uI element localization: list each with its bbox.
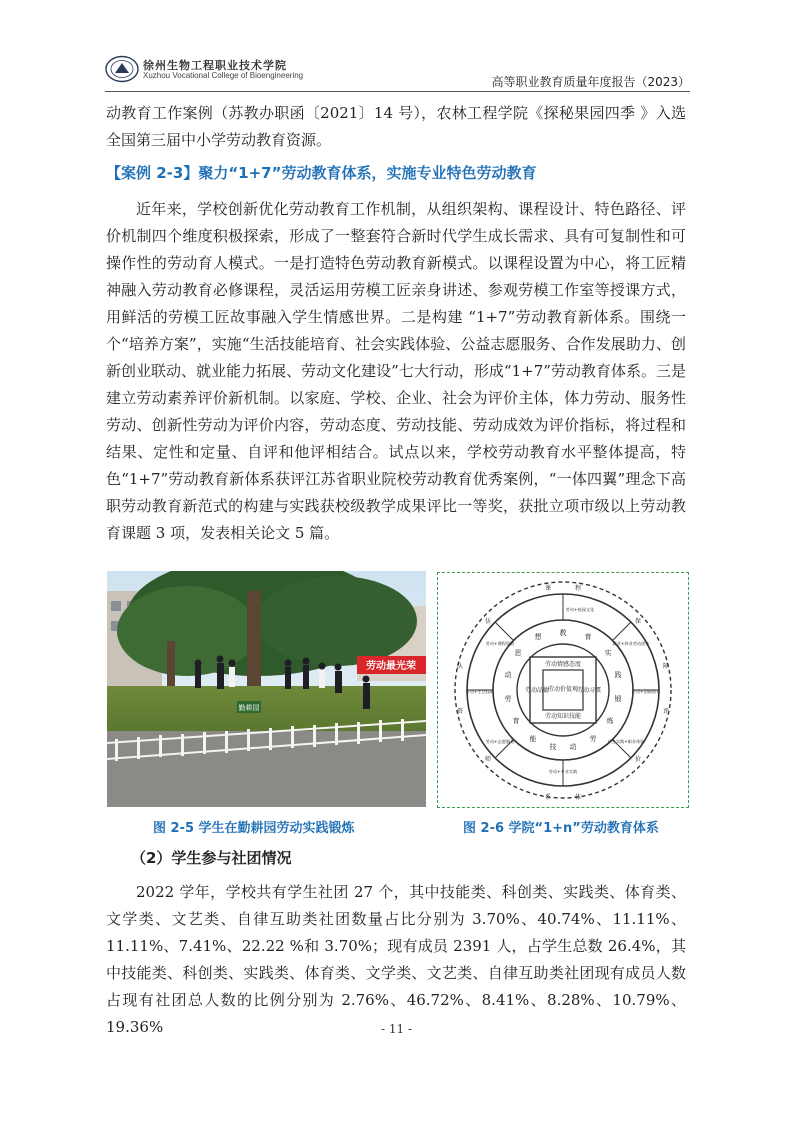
diagram-border-char: 队 xyxy=(456,663,464,670)
diagram-outer-label: 劳动+志愿服务 xyxy=(485,739,515,744)
diagram-ring-char: 教 xyxy=(559,629,567,637)
diagram-border-char: 价 xyxy=(634,756,642,763)
diagram-border-char: 师 xyxy=(484,756,492,763)
diagram-ring-char: 育 xyxy=(512,717,520,725)
school-name-cn: 徐州生物工程职业技术学院 xyxy=(143,59,287,72)
figure-caption-left: 图 2-5 学生在勤耕园劳动实践锻炼 xyxy=(153,821,355,836)
diagram-outer-label: 社会实践+职业体验 xyxy=(607,739,645,744)
school-name-en: Xuzhou Vocational College of Bioengineering xyxy=(143,71,304,80)
diagram-outer-label: 劳动+校园文化 xyxy=(565,607,595,612)
diagram-quad-label: 劳动习惯 xyxy=(576,687,602,694)
diagram-outer-label: 劳动+课程思政 xyxy=(485,641,515,646)
diagram-ring-char: 劳 xyxy=(504,695,512,703)
diagram-border-char: 资 xyxy=(456,708,464,715)
diagram-ring-char: 动 xyxy=(569,743,577,751)
diagram-ring-char: 劳 xyxy=(589,735,597,743)
diagram-border-char: 程 xyxy=(574,585,582,592)
diagram-ring-char: 育 xyxy=(584,633,592,641)
diagram-quad-label: 劳动情感态度 xyxy=(544,661,582,668)
diagram-center-label: 劳动价值观 xyxy=(547,686,579,693)
diagram-ring-char: 动 xyxy=(504,671,512,679)
school-logo-icon xyxy=(105,55,139,83)
diagram-ring-char: 践 xyxy=(614,671,622,679)
diagram-border-char: 体 xyxy=(574,794,582,801)
diagram-quad-label: 劳动品德 xyxy=(524,687,550,694)
labor-education-system-diagram xyxy=(437,572,689,808)
diagram-outer-label: 就业+择业劳动创业 xyxy=(612,641,650,646)
case-title: 【案例 2-3】聚力“1+7”劳动教育体系，实施专业特色劳动教育 xyxy=(106,164,537,182)
report-title: 高等职业教育质量年度报告（2023） xyxy=(491,75,690,89)
intro-paragraph: 动教育工作案例（苏教办职函〔2021〕14 号），农林工程学院《探秘果园四季 》入选全国第三届中小学劳动教育资源。 xyxy=(106,104,686,149)
diagram-ring-char: 想 xyxy=(534,633,542,641)
diagram-outer-label: 劳动+生活技能 xyxy=(465,689,495,694)
diagram-border-char: 保 xyxy=(634,618,642,625)
section-heading: （2）学生参与社团情况 xyxy=(131,849,292,867)
section-body-paragraph: 2022 学年，学校共有学生社团 27 个，其中技能类、科创类、实践类、体育类、文学类、文艺类、自律互助类社团数量占比分别为 3.70%、40.74%、11.11%、11.11%、7.41%、22.22 %和 3.70%；现有成员 2391 人，占学生总数 26.4%，其中技能类、科创类、实践类、体育类、文学类、文艺类、自律互助类社团现有成员人数占现有社团总人数的比例分别为 2.76%、46.72%、8.41%、8.28%、10.79%、19.36% xyxy=(106,883,686,1036)
banner-text: 劳动最光荣 xyxy=(366,661,416,672)
labor-practice-photo xyxy=(107,571,426,807)
header-divider xyxy=(105,91,690,92)
diagram-border-char: 伍 xyxy=(484,618,492,625)
diagram-quad-label: 劳动知识技能 xyxy=(544,713,582,720)
page-number: - 11 - xyxy=(380,1022,412,1036)
diagram-border-char: 课 xyxy=(544,585,552,592)
figure-caption-right: 图 2-6 学院“1+n”劳动教育体系 xyxy=(463,821,659,836)
diagram-border-char: 评 xyxy=(662,708,670,715)
diagram-ring-char: 炼 xyxy=(606,717,614,725)
diagram-border-char: 障 xyxy=(662,663,670,670)
page-header xyxy=(105,55,690,93)
case-body-paragraph: 近年来，学校创新优化劳动教育工作机制，从组织架构、课程设计、特色路径、评价机制四个维度积极探索，形成了一整套符合新时代学生成长需求、具有可复制性和可操作性的劳动育人模式。一是打造特色劳动教育新模式。以课程设置为中心，将工匠精神融入劳动教育必修课程，灵活运用劳模工匠亲身讲述、参观劳模工作室等授课方式，用鲜活的劳模工匠故事融入学生情感世界。二是构建 “1+7”劳动教育新体系。围绕一个“培养方案”，实施“生活技能培育、社会实践体验、公益志愿服务、合作发展助力、创新创业联动、就业能力拓展、劳动文化建设”七大行动，形成“1+7”劳动教育体系。三是建立劳动素养评价新机制。以家庭、学校、企业、社会为评价主体，体力劳动、服务性劳动、创新性劳动为评价内容，劳动态度、劳动技能、劳动成效为评价指标，将过程和结果、定性和定量、自评和他评相结合。试点以来，学校劳动教育水平整体提高，特色“1+7”劳动教育新体系获评江苏省职业院校劳动教育优秀案例，“一体四翼”理念下高职劳动教育新范式的构建与实践获校级教学成果评比一等奖，获批立项市级以上劳动教育课题 3 项，发表相关论文 5 篇。 xyxy=(106,200,686,542)
diagram-outer-label: 劳动+专业实践 xyxy=(548,769,578,774)
diagram-border-char: 系 xyxy=(544,794,552,801)
diagram-ring-char: 锻 xyxy=(614,695,622,703)
diagram-outer-label: 劳动+创新创业 xyxy=(631,689,661,694)
diagram-ring-char: 实 xyxy=(604,649,612,657)
garden-sign-text: 勤耕园 xyxy=(238,704,260,712)
diagram-ring-char: 能 xyxy=(529,735,537,743)
diagram-ring-char: 思 xyxy=(514,649,522,657)
diagram-ring-char: 技 xyxy=(549,743,557,751)
